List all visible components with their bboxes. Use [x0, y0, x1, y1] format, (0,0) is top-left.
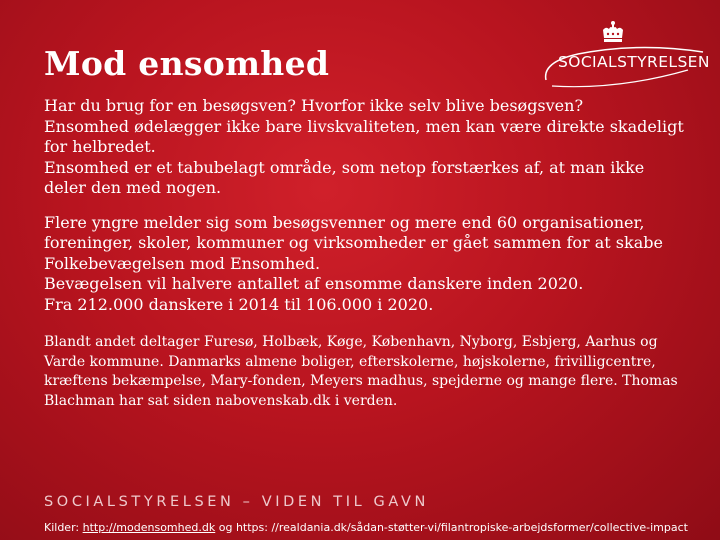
slide-body — [44, 96, 684, 411]
slide-title: Mod ensomhed — [44, 44, 330, 83]
paragraph-question: Har du brug for en besøgsven? Hvorfor ikke selv blive besøgsven? — [44, 96, 584, 115]
sources-line — [44, 521, 688, 534]
logo-text: SOCIALSTYRELSEN — [558, 53, 710, 71]
paragraph-organisations: Flere yngre melder sig som besøgsvenner og mere end 60 organisationer, foreninger, skoler, kommuner og virksomheder er gået sammen for at skabe Folkebevægelsen mod Ensomhed. — [44, 212, 663, 273]
sources-link-modensomhed[interactable]: http://modensomhed.dk — [82, 521, 216, 534]
paragraph-health: Ensomhed ødelægger ikke bare livskvaliteten, men kan være direkte skadeligt for helbredet. — [44, 116, 684, 156]
sources-rest: og https: //realdania.dk/sådan-støtter-vi/filantropiske-arbejdsformer/collective-impact — [215, 521, 688, 534]
sources-prefix: Kilder: — [44, 521, 83, 534]
paragraph-taboo: Ensomhed er et tabubelagt område, som netop forstærkes af, at man ikke deler den med nogen. — [44, 157, 645, 197]
paragraph-goal: Bevægelsen vil halvere antallet af ensomme danskere inden 2020. — [44, 274, 584, 293]
footer-brand: SOCIALSTYRELSEN – VIDEN TIL GAVN — [44, 494, 429, 510]
paragraph-participants: Blandt andet deltager Furesø, Holbæk, Køge, København, Nyborg, Esbjerg, Aarhus og Varde kommune. Danmarks almene boliger, efterskolerne, højskolerne, frivilligcentre, kræftens bekæmpelse, Mary-fonden, Meyers madhus, spejderne og mange flere. Thomas Blachman har sat siden nabovenskab.dk i verden. — [44, 334, 678, 409]
paragraph-numbers: Fra 212.000 danskere i 2014 til 106.000 i 2020. — [44, 294, 434, 314]
socialstyrelsen-logo — [538, 20, 710, 90]
